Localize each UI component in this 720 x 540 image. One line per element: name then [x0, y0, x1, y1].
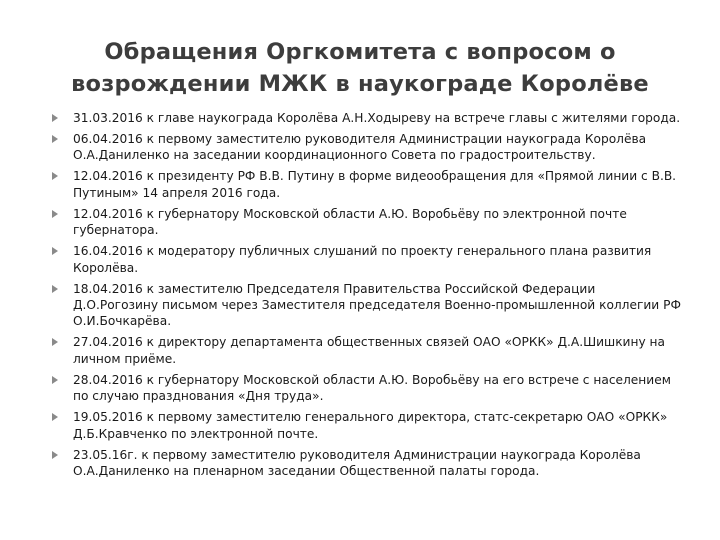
list-item-text: 12.04.2016 к губернатору Московской области А.Ю. Воробьёву по электронной почте губернатора.: [73, 206, 627, 238]
list-item-text: 27.04.2016 к директору департамента общественных связей ОАО «ОРКК» Д.А.Шишкину на личном приёме.: [73, 335, 665, 366]
list-item: [52, 372, 682, 405]
triangle-bullet-icon: [52, 376, 58, 384]
list-item-text: 31.03.2016 к главе наукограда Королёва А.Н.Ходыреву на встрече главы с жителями города.: [73, 111, 681, 125]
list-item-text: 16.04.2016 к модератору публичных слушаний по проекту генерального плана развития Королёва.: [73, 244, 652, 275]
list-item: [52, 243, 682, 276]
triangle-bullet-icon: [52, 285, 58, 293]
triangle-bullet-icon: [52, 413, 58, 421]
list-item: [52, 168, 682, 201]
list-item-text: 19.05.2016 к первому заместителю генерального директора, статс-секретарю ОАО «ОРКК» Д.Б.Кравченко по электронной почте.: [73, 410, 668, 441]
list-item: [52, 409, 682, 442]
list-item: [52, 206, 682, 239]
list-item: [52, 110, 682, 126]
list-item-text: 28.04.2016 к губернатору Московской области А.Ю. Воробьёву на его встрече с населением по случаю празднования «Дня труда».: [73, 372, 671, 404]
list-item: [52, 447, 682, 480]
list-item: [52, 334, 682, 367]
triangle-bullet-icon: [52, 172, 58, 180]
list-item-text: 18.04.2016 к заместителю Председателя Правительства Российской Федерации Д.О.Рогозину письмом через Заместителя председателя Военно-промышленной коллегии РФ О.И.Бочкарёва.: [73, 281, 681, 329]
list-item-text: 12.04.2016 к президенту РФ В.В. Путину в форме видеообращения для «Прямой линии с В.В. Путиным» 14 апреля 2016 года.: [73, 169, 677, 200]
list-item: [52, 281, 682, 330]
triangle-bullet-icon: [52, 135, 58, 143]
list-item: [52, 131, 682, 164]
triangle-bullet-icon: [52, 114, 58, 122]
triangle-bullet-icon: [52, 210, 58, 218]
list-item-text: 23.05.16г. к первому заместителю руководителя Администрации наукограда Королёва О.А.Даниленко на пленарном заседании Общественной палаты города.: [73, 447, 641, 479]
slide-title: [40, 36, 680, 100]
triangle-bullet-icon: [52, 247, 58, 255]
triangle-bullet-icon: [52, 338, 58, 346]
slide-title-line-1: Обращения Оргкомитета с вопросом о: [104, 39, 616, 65]
triangle-bullet-icon: [52, 451, 58, 459]
list-item-text: 06.04.2016 к первому заместителю руководителя Администрации наукограда Королёва О.А.Даниленко на заседании координационного Совета по градостроительству.: [73, 132, 647, 163]
appeals-list: [52, 110, 682, 484]
slide-title-line-2: возрождении МЖК в наукограде Королёве: [71, 71, 649, 97]
